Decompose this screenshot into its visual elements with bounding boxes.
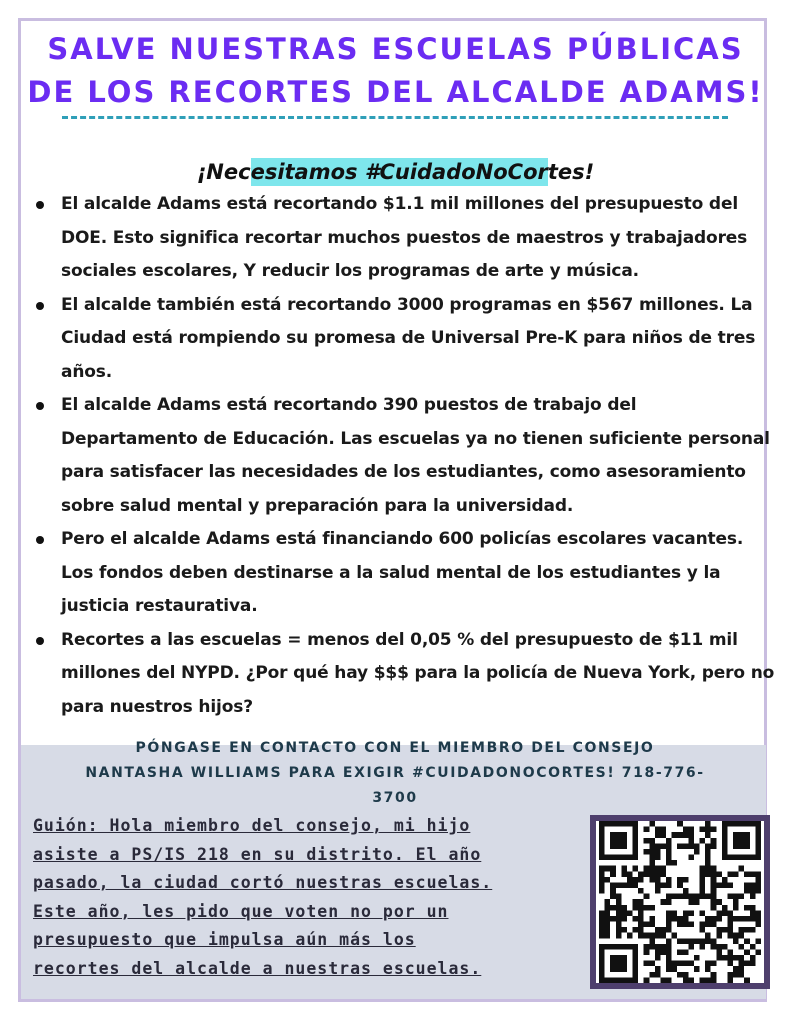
contact-callout (40, 736, 750, 811)
contact-line-2: NANTASHA WILLIAMS PARA EXIGIR #CUIDADONOCORTES! 718-776- (85, 765, 705, 781)
page-title (0, 28, 791, 114)
list-item (30, 188, 775, 289)
list-item (30, 624, 775, 725)
script-line-3: pasado, la ciudad cortó nuestras escuelas. (33, 873, 493, 892)
qr-code-icon (596, 821, 764, 983)
contact-line-3: 3700 (372, 790, 418, 806)
bullet-text: Recortes a las escuelas = menos del 0,05 % del presupuesto de $11 mil millones del NYPD. ¿Por qué hay $$$ para la policía de Nueva York, pero no para nuestros hijos? (61, 629, 775, 717)
call-script (33, 812, 593, 983)
script-line-6: recortes del alcalde a nuestras escuelas. (33, 958, 482, 978)
subtitle-highlight: esitamos #CuidadoNoCor (250, 160, 548, 184)
bullet-icon (36, 302, 44, 310)
bullet-icon (36, 402, 44, 410)
bullet-icon (36, 536, 44, 544)
subtitle (0, 160, 791, 184)
bullet-icon (36, 201, 44, 209)
contact-line-1: PÓNGASE EN CONTACTO CON EL MIEMBRO DEL CONSEJO (135, 740, 655, 756)
list-item (30, 523, 775, 624)
list-item (30, 389, 775, 523)
script-line-2: asiste a PS/IS 218 en su distrito. El año (33, 844, 482, 864)
bullet-icon (36, 637, 44, 645)
bullet-list (30, 188, 775, 724)
script-line-1: Guión: Hola miembro del consejo, mi hijo (33, 816, 471, 835)
qr-code-graphic (596, 821, 764, 983)
list-item (30, 289, 775, 390)
title-line-1: SALVE NUESTRAS ESCUELAS PÚBLICAS (47, 32, 744, 66)
bullet-text: El alcalde también está recortando 3000 programas en $567 millones. La Ciudad está rompiendo su promesa de Universal Pre-K para niños de tres años. (61, 294, 756, 382)
dashed-divider (62, 116, 728, 119)
title-line-2: DE LOS RECORTES DEL ALCALDE ADAMS! (27, 75, 764, 109)
subtitle-post: tes! (547, 160, 595, 184)
bullet-text: Pero el alcalde Adams está financiando 600 policías escolares vacantes. Los fondos deben destinarse a la salud mental de los estudiantes y la justicia restaurativa. (61, 529, 744, 616)
subtitle-pre: ¡Nec (196, 160, 251, 184)
script-line-4: Este año, les pido que voten no por un (33, 901, 449, 921)
bullet-text: El alcalde Adams está recortando $1.1 mil millones del presupuesto del DOE. Esto significa recortar muchos puestos de maestros y trabajadores sociales escolares, Y reducir los programas de arte y música. (61, 194, 748, 281)
bullet-text: El alcalde Adams está recortando 390 puestos de trabajo del Departamento de Educación. Las escuelas ya no tienen suficiente personal para satisfacer las necesidades de los estudiantes, como asesoramiento sobre salud mental y preparación para la universidad. (61, 395, 770, 516)
qr-code-frame (590, 815, 770, 989)
script-line-5: presupuesto que impulsa aún más los (33, 930, 416, 949)
